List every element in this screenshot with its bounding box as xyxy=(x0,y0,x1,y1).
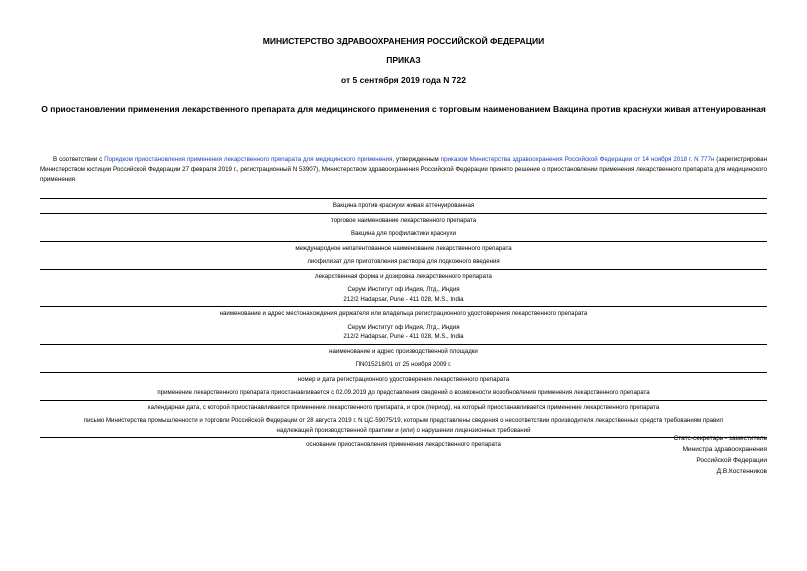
registration-value: ПN015218/01 от 25 ноября 2009 г. xyxy=(40,358,767,373)
order-date: от 5 сентября 2019 года N 722 xyxy=(341,75,466,85)
signatory-name: Д.В.Костенников xyxy=(716,468,767,475)
intro-text-3: (зарегистрирован Министерством юстиции Российской Федерации 27 февраля 2019 г., регистрационный N 53907), Министерством здравоохранения Российской Федерации принято решение о приостановлении применения лекарственного препарата для медицинского применения xyxy=(40,156,767,183)
holder-label: наименование и адрес местонахождения держателя или владельца регистрационного удостоверения лекарственного препарата xyxy=(219,310,588,317)
order-heading: ПРИКАЗ xyxy=(386,55,421,65)
signatory-title-1: Статс-секретарь - заместитель xyxy=(673,435,767,442)
basis-line-1: письмо Министерства промышленности и торговли Российской Федерации от 28 августа 2019 г. N ЦС-59075/19, которым представлены сведения о несоответствии производителя лекарственных средств требованиям правил xyxy=(83,417,724,424)
trade-name-label: торговое наименование лекарственного препарата xyxy=(330,216,477,224)
signatory-title-3: Российской Федерации xyxy=(696,457,767,464)
document-title: О приостановлении применения лекарственного препарата для медицинского применения с торговым наименованием Вакцина против краснухи живая аттенуированная xyxy=(41,104,766,114)
trade-name-value: Вакцина против краснухи живая аттенуированная xyxy=(40,199,767,214)
site-label: наименование и адрес производственной площадки xyxy=(329,347,478,355)
site-value xyxy=(40,321,767,345)
site-line-1: Серум Институт оф Индия, Лтд., Индия xyxy=(347,323,460,331)
basis-label: основание приостановления применения лекарственного препарата xyxy=(306,441,501,448)
form-label: лекарственная форма и дозировка лекарственного препарата xyxy=(315,272,492,280)
period-value: применение лекарственного препарата приостанавливается с 02.09.2019 до представления сведений о возможности возобновления применения лекарственного препарата xyxy=(40,386,767,401)
signatory-title-2: Министра здравоохранения xyxy=(682,446,767,453)
site-line-2: 212/2 Hadapsar, Pune - 411 028, M.S., India xyxy=(343,333,464,340)
form-value: лиофилизат для приготовления раствора для подкожного введения xyxy=(40,255,767,270)
registration-label: номер и дата регистрационного удостоверения лекарственного препарата xyxy=(297,375,510,383)
inn-value: Вакцина для профилактики краснухи xyxy=(40,227,767,242)
period-label: календарная дата, с которой приостанавливается применение лекарственного препарата, и срок (период), на который приостанавливается применение лекарственного препарата xyxy=(147,403,660,411)
inn-label: международное непатентованное наименование лекарственного препарата xyxy=(295,244,512,252)
intro-text-2: , утвержденным xyxy=(392,156,441,163)
signature-block xyxy=(674,433,767,477)
holder-line-1: Серум Институт оф Индия, Лтд., Индия xyxy=(347,286,460,293)
holder-line-2: 212/2 Hadapsar, Pune - 411 028, M.S., India xyxy=(343,295,464,303)
basis-line-2: надлежащей производственной практики и (или) о нарушении лицензионных требований xyxy=(276,426,531,434)
basis-value xyxy=(40,414,767,438)
order-777n-link[interactable]: приказом Министерства здравоохранения Российской Федерации от 14 ноября 2018 г. N 777н xyxy=(440,156,715,163)
holder-value xyxy=(40,283,767,307)
ministry-heading: МИНИСТЕРСТВО ЗДРАВООХРАНЕНИЯ РОССИЙСКОЙ ФЕДЕРАЦИИ xyxy=(262,36,545,46)
intro-text-1: В соответствии с xyxy=(53,156,105,163)
procedure-link[interactable]: Порядком приостановления применения лекарственного препарата для медицинского применения xyxy=(104,156,393,163)
intro-paragraph xyxy=(40,155,767,185)
suspension-table xyxy=(40,198,767,452)
